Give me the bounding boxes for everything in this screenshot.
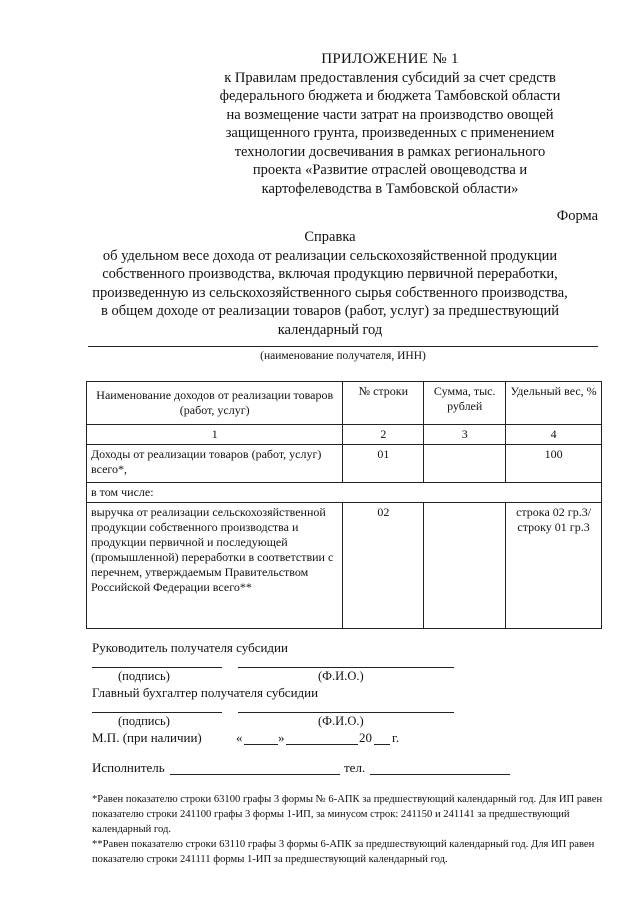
date-close-quote: » [278, 730, 285, 745]
row-line-number: 02 [343, 503, 424, 629]
header-cell-share: Удельный вес, % [506, 382, 602, 425]
phone-label: тел. [344, 760, 366, 775]
row-line-number: 01 [343, 445, 424, 483]
date-year-line [374, 744, 390, 745]
executor-label: Исполнитель [92, 760, 165, 775]
header-cell-sum: Сумма, тыс. рублей [424, 382, 506, 425]
table-row [87, 445, 602, 483]
title-heading: Справка [304, 229, 356, 245]
row-share: строка 02 гр.3/ строку 01 гр.3 [506, 503, 602, 629]
fio-caption: (Ф.И.О.) [318, 669, 364, 683]
head-fio-line [238, 667, 454, 668]
column-number: 2 [343, 425, 424, 445]
year-suffix: г. [392, 730, 400, 745]
stamp-label: М.П. (при наличии) [92, 730, 202, 745]
appendix-line: технологии досвечивания в рамках регионального [234, 143, 546, 160]
appendix-line: защищенного грунта, произведенных с применением [225, 125, 555, 141]
row-share: 100 [506, 445, 602, 483]
appendix-number: ПРИЛОЖЕНИЕ № 1 [321, 51, 459, 67]
income-table [86, 381, 602, 629]
signature-caption: (подпись) [118, 669, 170, 683]
document-title [70, 228, 590, 339]
title-line: в общем доходе от реализации товаров (работ, услуг) за предшествующий [101, 303, 559, 319]
row-name: выручка от реализации сельскохозяйственной продукции собственного производства и продукции первичной и последующей (промышленной) переработки в соответствии с перечнем, утверждаемым Правительством Российской Федерации всего** [87, 503, 343, 629]
footnotes [92, 792, 604, 867]
row-sum [424, 445, 506, 483]
recipient-name-line [88, 346, 598, 347]
form-label: Форма [556, 208, 598, 224]
appendix-line: картофелеводства в Тамбовской области» [261, 180, 519, 197]
accountant-signature-line [92, 712, 222, 713]
executor-line [170, 774, 340, 775]
table-row [87, 483, 602, 503]
date-month-line [286, 744, 358, 745]
appendix-line: проекта «Развитие отраслей овощеводства и [252, 162, 528, 178]
year-prefix: 20 [359, 730, 372, 745]
title-line: собственного производства, включая продукцию первичной переработки, [102, 266, 558, 282]
appendix-line: федерального бюджета и бюджета Тамбовской области [219, 88, 561, 104]
column-number: 1 [87, 425, 343, 445]
footnote: **Равен показателю строки 63110 графы 3 формы 6-АПК за предшествующий календарный год. Для ИП равен показателю строки 241111 формы 1-ИП за предшествующий календарный год. [92, 839, 595, 865]
column-number: 4 [506, 425, 602, 445]
table-header-row [87, 382, 602, 425]
column-number-row [87, 425, 602, 445]
appendix-header [200, 50, 580, 198]
phone-line [370, 774, 510, 775]
appendix-line: к Правилам предоставления субсидий за счет средств [224, 69, 556, 86]
title-line: об удельном весе дохода от реализации сельскохозяйственной продукции [102, 247, 558, 264]
header-cell-name: Наименование доходов от реализации товаров (работ, услуг) [87, 382, 343, 425]
head-signature-line [92, 667, 222, 668]
accountant-fio-line [238, 712, 454, 713]
accountant-label: Главный бухгалтер получателя субсидии [92, 685, 319, 700]
footnote: *Равен показателю строки 63100 графы 3 формы № 6-АПК за предшествующий календарный год. Для ИП равен показателю строки 241100 графы 3 формы 1-ИП, за минусом строк: 241150 и 241141 за предшествующий календарный год. [92, 794, 603, 835]
signature-caption: (подпись) [118, 714, 170, 728]
date-open-quote: « [236, 730, 243, 745]
table-row [87, 503, 602, 629]
appendix-line: на возмещение части затрат на производство овощей [226, 106, 554, 123]
title-line: произведенную из сельскохозяйственного сырья собственного производства, [92, 284, 568, 301]
date-day-line [244, 744, 278, 745]
row-sum [424, 503, 506, 629]
header-cell-line: № строки [343, 382, 424, 425]
column-number: 3 [424, 425, 506, 445]
recipient-caption: (наименование получателя, ИНН) [260, 350, 426, 362]
row-name: Доходы от реализации товаров (работ, услуг) всего*, [87, 445, 343, 483]
including-label: в том числе: [87, 483, 602, 503]
title-line: календарный год [277, 321, 383, 338]
head-label: Руководитель получателя субсидии [92, 640, 288, 655]
fio-caption: (Ф.И.О.) [318, 714, 364, 728]
